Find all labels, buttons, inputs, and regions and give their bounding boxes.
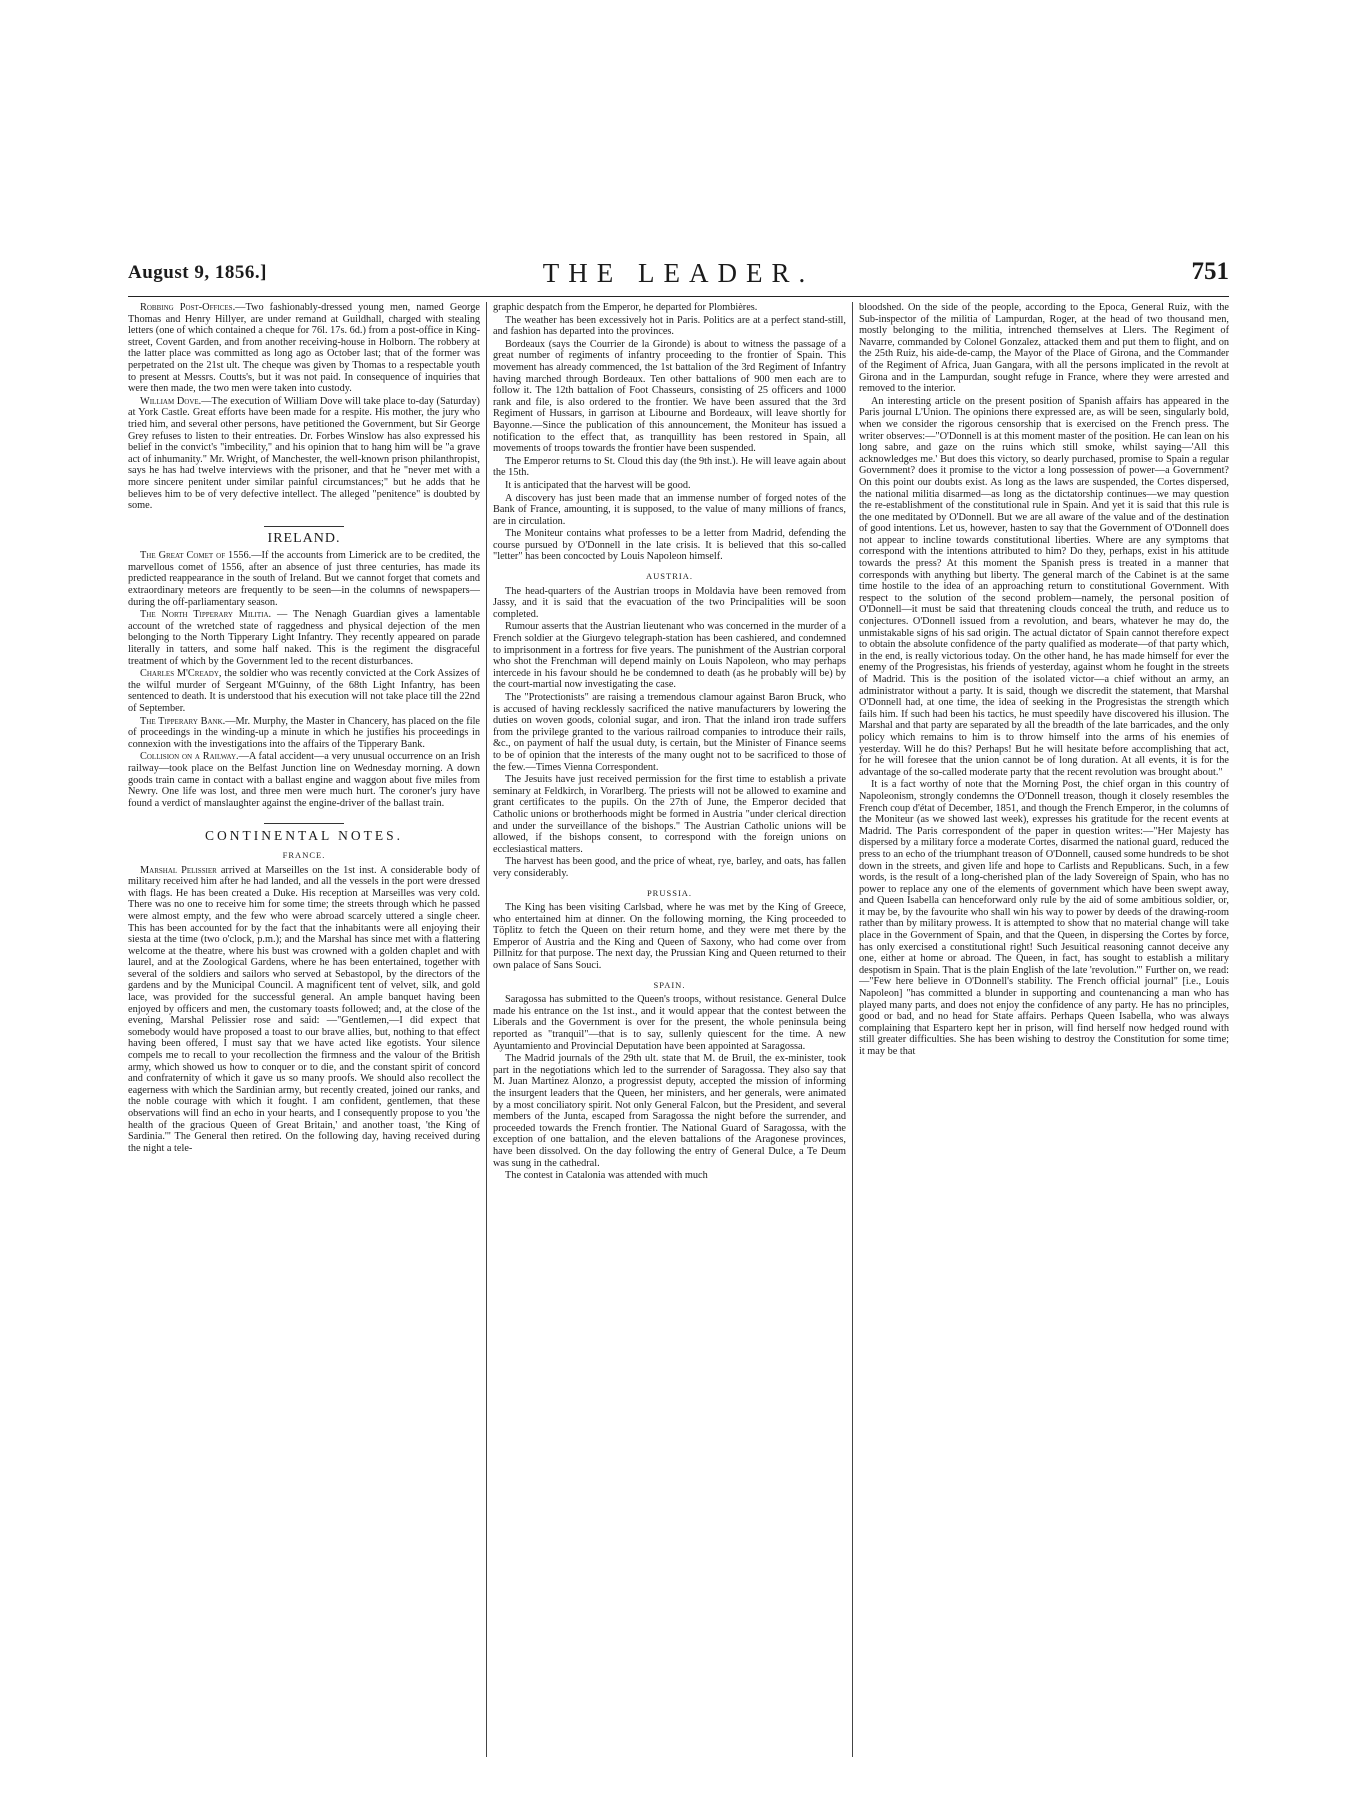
- paragraph: Rumour asserts that the Austrian lieutenant who was concerned in the murder of a French soldier at the Giurgevo telegraph-station has been cashiered, and condemned to imprisonment in a fortress for five years. The punishment of the Austrian corporal who shot the Frenchman will depend mainly on Louis Napoleon, who may perhaps intercede in his favour should he be condemned to death (as he probably will be) by the court-martial now investigating the case.: [493, 621, 846, 691]
- newspaper-title: THE LEADER.: [542, 258, 815, 288]
- article-tipperary-bank: [128, 716, 480, 751]
- section-title: CONTINENTAL NOTES.: [205, 828, 403, 844]
- masthead-rule: [128, 296, 1229, 297]
- paragraph: The Madrid journals of the 29th ult. state that M. de Bruil, the ex-minister, took part in the negotiations which led to the surrender of Saragossa. They also say that M. Juan Martinez Alonzo, a progressist deputy, accepted the mission of informing the insurgent leaders that the Queen, her ministers, and her generals, were animated by a most conciliatory spirit. Not only General Falcon, but the President, and several members of the Junta, escaped from Saragossa the night before the surrender, and proceeded towards the French frontier. The National Guard of Saragossa, with the exception of one battalion, and the eleven battalions of the Aragonese provinces, have been dissolved. On the day following the entry of General Dulce, a Te Deum was sung in the cathedral.: [493, 1053, 846, 1169]
- paragraph: bloodshed. On the side of the people, according to the Epoca, General Ruiz, with the Sub-inspector of the militia of Lampurdan, Roger, at the head of two thousand men, mostly belonging to the militia, intrenched themselves at Llers. The Regiment of Navarre, commanded by Colonel Gonzalez, attacked them and put them to flight, and on the 25th Ruiz, his aide-de-camp, the Mayor of the Place of Girona, and the Commander of the Regiment of Africa, Juan Gangara, with all the persons implicated in the revolt at Girona and in the Lampurdan, sought refuge in France, where they were arrested and removed to the interior.: [859, 302, 1229, 395]
- paragraph: Bordeaux (says the Courrier de la Gironde) is about to witness the passage of a great number of regiments of infantry proceeding to the frontier of Spain. This movement has already commenced, the 1st battalion of the 3rd Regiment of Infantry having marched through Bordeaux. Ten other battalions of 900 men each are to follow it. The 12th battalion of Foot Chasseurs, consisting of 25 officers and 1000 rank and file, is also ordered to the frontier. We have been assured that the 3rd Regiment of Hussars, in garrison at Libourne and Bordeaux, will leave shortly for Bayonne.—Since the publication of this announcement, the Moniteur has issued a notification to the effect that, as tranquillity has been restored in Spain, all movements of troops towards the frontier have been suspended.: [493, 338, 846, 455]
- paragraph: The contest in Catalonia was attended with much: [505, 1170, 708, 1182]
- paragraph: The weather has been excessively hot in Paris. Politics are at a perfect stand-still, and fashion has departed into the provinces.: [493, 314, 846, 338]
- paragraph: The head-quarters of the Austrian troops in Moldavia have been removed from Jassy, and it is said that the evacuation of the two Principalities will be soon completed.: [493, 585, 846, 620]
- paragraph: An interesting article on the present position of Spanish affairs has appeared in the Paris journal L'Union. The opinions there expressed are, as will be seen, singularly bold, when we consider the rigorous censorship that is exercised on the French press. The writer observes:—"O'Donnell is at this moment master of the position. He can lean on his long sabre, and gaze on the ruins which still smoke, whilst saying—'All this acknowledges me.' But does this victory, so dearly purchased, promise to Spain a regular Government? does it promise to the victor a long possession of power—a Government? On this point our doubts exist. As long as the laws are suspended, the Cortes dispersed, the national militia disarmed—as long as the dictatorship continues—we may question the re-establishment of the constitutional rule in Spain. And yet it is said that this rule is the one meditated by O'Donnell. But we are all aware of the value and of the destination of good intentions. Let us, however, hasten to say that the Government of O'Donnell does not appear to incline towards constitutional liberties. Where are any symptoms that correspond with the intentions attributed to him? Do they, perhaps, exist in his attitude towards the press? At this moment the Spanish press is treated in a manner that corresponds with anything but liberty. The general march of the Cabinet is at the same time hostile to the idea of an approaching return to constitutional Government. With respect to the solution of the second problem—namely, the personal position of O'Donnell—it must be said that threatening clouds conceal the truth, and reduce us to conjectures. O'Donnell issued from a revolution, and bears, whatever he may do, the unmistakable signs of his sad origin. The actual dictator of Spain cannot therefore expect to obtain the absolute confidence of the party qualified as moderate—of that party which, in the end, is really victorious today. On the other hand, he has made himself for ever the enemy of the Progresistas, his friends of yesterday, against whom he fought in the streets of Madrid. This is the position of the isolated victor—a chief without an army, an administrator without a party. It is said, though we discredit the statement, that Marshal O'Donnell had, at one time, the idea of seeking in the Progresistas the strength which fails him. If such had been his tactics, he must speedily have discovered his illusion. The Marshal and that party are separated by all the breadth of the late barricades, and the only policy which remains to him is to throw himself into the arms of his enemies of yesterday. Will he do this? Perhaps! But he will hesitate before accomplishing that act, for he will foresee that the union cannot be of long duration. At all events, it is for the advantage of the so-called moderate party that the recent revolution was brought about.": [859, 395, 1229, 778]
- article-william-dove: [128, 396, 480, 512]
- subheading-spain: SPAIN.: [653, 979, 686, 990]
- paragraph: The harvest has been good, and the price of wheat, rye, barley, and oats, has fallen very considerably.: [493, 856, 846, 879]
- run-in-heading: The Tipperary Bank.: [140, 715, 226, 727]
- article-railway-collision: [128, 751, 480, 809]
- subheading-austria: AUSTRIA.: [646, 571, 693, 582]
- subheading-prussia: PRUSSIA.: [646, 887, 693, 898]
- column-divider: [486, 302, 487, 1757]
- run-in-heading: The North Tipperary Militia.: [140, 609, 272, 621]
- subheading-france: FRANCE.: [282, 849, 326, 860]
- column-divider: [852, 302, 853, 1757]
- section-heading-ireland: [128, 526, 480, 545]
- paragraph: A discovery has just been made that an immense number of forged notes of the Bank of France, amounting, it is supposed, to the value of many millions of francs, are in circulation.: [493, 492, 846, 527]
- page-number: 751: [1191, 258, 1229, 285]
- article-body: the soldier who was recently convicted at the Cork Assizes of the wilful murder of Sergeant M'Guinny, of the 68th Light Infantry, has been sentenced to death. It is understood that his execution will not take place till the 22nd of September.: [128, 668, 480, 714]
- run-in-heading: Charles M'Cready,: [140, 668, 222, 680]
- article-body: — The Nenagh Guardian gives a lamentable account of the wretched state of raggedness and physical dejection of the men belonging to the North Tipperary Light Infantry. They recently appeared on parade literally in tatters, and some half naked. This is the regiment the disgraceful treatment of which by the Government led to the recent disturbances.: [128, 609, 480, 667]
- paragraph: The Emperor returns to St. Cloud this day (the 9th inst.). He will leave again about the 15th.: [493, 455, 846, 479]
- section-title: IRELAND.: [267, 530, 341, 546]
- masthead: [128, 256, 1229, 296]
- paragraph: The King has been visiting Carlsbad, where he was met by the King of Greece, who entertained him at dinner. On the following morning, the King proceeded to Töplitz to fetch the Queen on their return home, and they were met there by the Emperor of Austria and the King and Queen of Saxony, who had come over from Pillnitz for that purpose. The next day, the Prussian King and Queen returned to their own palace of Sans Souci.: [493, 902, 846, 972]
- article-body: —A fatal accident—a very unusual occurrence on an Irish railway—took place on the Belfast Junction line on Wednesday morning. A down goods train came in contact with a ballast engine and waggon about five miles from Newry. One life was lost, and three men were much hurt. The coroner's jury have found a verdict of manslaughter against the engine-driver of the ballast train.: [128, 751, 480, 809]
- paragraph: It is a fact worthy of note that the Morning Post, the chief organ in this country of Napoleonism, strongly condemns the O'Donnell treason, though it closely resembles the French coup d'état of December, 1851, and though the French Emperor, in the columns of the Moniteur (as we showed last week), expresses his gratitude for the recent events at Madrid. The Paris correspondent of the paper in question writes:—"Her Majesty has dispersed by a military force a moderate Cortes, disarmed the national guard, reduced the press to an echo of the triumphant treason of O'Donnell, caused some hundreds to be shot down in the streets, and given life and hope to Carlists and Republicans. Such, in a few words, is the result of a long-cherished plan of the lady Sovereign of Spain, who has no power to replace any one of the elements of government which have been swept away, and Queen Isabella can henceforward only rule by the aid of some ambitious soldier, or, it may be, by the favourite who shall win his way to power by deeds of the drawing-room rather than by military prowess. It is attempted to show that no material change will take place in the Government of Spain, and that the Queen, in dispersing the Cortes by force, has only exercised a constitutional right! Such Jesuitical reasoning cannot deceive any one, either at home or abroad. The Queen, in fact, has sought to establish a military despotism in Spain. That is the plain English of the late 'revolution.'" Further on, we read:—"Few here believe in O'Donnell's stability. The French official journal" [i.e., Louis Napoleon] "has committed a blunder in supporting and countenancing a man who has played many parts, and does not enjoy the confidence of any party. He has no principles, good or bad, and no head for State affairs. Perhaps Queen Isabella, who was always complaining that Espartero kept her in prison, will find herself now hedged round with still greater difficulties. She has been wishing to destroy the Constitution for some time; it may be that: [859, 779, 1229, 1057]
- article-great-comet: [128, 550, 480, 608]
- article-body: arrived at Marseilles on the 1st inst. A considerable body of military received him after he had landed, and all the vessels in the port were dressed with flags. He has been created a Duke. His reception at Marseilles was very cold. There was no one to receive him for some time; the streets through which he passed were almost empty, and the few who were abroad scarcely uttered a single cheer. This has been accounted for by the fact that the inhabitants were all enjoying their siesta at the time (two o'clock, p.m.); and the Marshal has since met with a flattering welcome at the theatre, where his bust was crowned with a golden chaplet and with laurel, and at the Zoological Gardens, where he has been entertained, together with several of the soldiers and sailors who served at Sebastopol, by the directors of the gardens and by the Municipal Council. A magnificent tent of velvet, silk, and gold lace, was provided for the successful general. An ample banquet having been enjoyed by officers and men, the customary toasts followed; and, at the close of the evening, Marshal Pelissier rose and said: —"Gentlemen,—I did expect that somebody would have proposed a toast to our brave allies, but, nothing to that effect having been offered, I must say that we have acted like egotists. Your silence compels me to recall to your recollection the firmness and the valour of the British army, which showed us how to conquer or to die, and the constant spirit of concord and confraternity of which it gave us so many proofs. We should also recollect the eagerness with which the Sardinian army, but recently created, joined our ranks, and the noble courage with which it fought. I am confident, gentlemen, that these observations will find an echo in your hearts, and I consequently propose to you 'the health of the gracious Queen of Great Britain,' and another toast, 'the King of Sardinia.'" The General then retired. On the following day, having received during the night a tele-: [128, 864, 480, 1154]
- article-body: —If the accounts from Limerick are to be credited, the marvellous comet of 1556, after an absence of just three centuries, has made its predicted reappearance in the south of Ireland. But we cannot forget that comets and extraordinary meteors are frequently to be seen—in the columns of newspapers—during the off-parliamentary season.: [128, 550, 480, 608]
- run-in-heading: William Dove.: [140, 395, 202, 407]
- column-1: [128, 302, 480, 1762]
- article-robbing-post-offices: [128, 302, 480, 395]
- article-mccready: [128, 668, 480, 714]
- paragraph: It is anticipated that the harvest will be good.: [505, 479, 691, 491]
- paragraph: graphic despatch from the Emperor, he departed for Plombières.: [493, 302, 758, 313]
- column-3: [859, 302, 1229, 1762]
- article-body: —Two fashionably-dressed young men, named George Thomas and Henry Hillyer, are under remand at Guildhall, charged with stealing letters (one of which contained a cheque for 76l. 17s. 6d.) from a post-office in King-street, Covent Garden, and from another receiving-house in Holborn. The robbery at the latter place was committed as long ago as October last; that of the former was perpetrated on the 21st ult. The cheque was given by Thomas to a respectable youth to present at Messrs. Coutts's, but it was not paid. In consequence of inquiries that were then made, the two men were taken into custody.: [128, 302, 480, 395]
- issue-date: August 9, 1856.]: [128, 262, 267, 283]
- run-in-heading: The Great Comet of 1556.: [140, 550, 252, 562]
- article-marshal-pelissier: [128, 865, 480, 1155]
- run-in-heading: Marshal Pelissier: [140, 864, 217, 876]
- column-2: [493, 302, 846, 1762]
- paragraph: The Jesuits have just received permission for the first time to establish a private seminary at Feldkirch, in Vorarlberg. The priests will not be allowed to examine and grant certificates to the pupils. On the 27th of June, the Emperor decided that Catholic unions or brotherhoods might be formed in Austria "under clerical direction and under the surveillance of the bishops." The Austrian Catholic unions will be allowed, if the bishops consent, to correspond with the foreign unions on ecclesiastical matters.: [493, 774, 846, 855]
- paragraph: The Moniteur contains what professes to be a letter from Madrid, defending the course pursued by O'Donnell in the late crisis. It is believed that this so-called "letter" has been concocted by Louis Napoleon himself.: [493, 528, 846, 563]
- article-body: —The execution of William Dove will take place to-day (Saturday) at York Castle. Great efforts have been made for a respite. His mother, the jury who tried him, and several other persons, have petitioned the Government, but Sir George Grey refuses to listen to their entreaties. Dr. Forbes Winslow has also expressed his belief in the convict's "imbecility," and his opinion that to hang him will be "a grave act of inhumanity." Mr. Wright, of Manchester, the well-known prison philanthropist, says he has had twelve interviews with the prisoner, and that he "never met with a more sincere penitent under similar painful circumstances;" but he adds that he believes him to be of very defective intellect. The alleged "penitence" is doubted by some.: [128, 395, 480, 512]
- article-tipperary-militia: [128, 609, 480, 667]
- run-in-heading: Collision on a Railway.: [140, 751, 239, 763]
- run-in-heading: Robbing Post-Offices.: [140, 302, 236, 313]
- section-heading-continental: [128, 823, 480, 842]
- paragraph: Saragossa has submitted to the Queen's troops, without resistance. General Dulce made his entrance on the 1st inst., and it would appear that the contest between the Liberals and the Government is over for the present, the whole peninsula being reported as "tranquil"—that is to say, sullenly quiescent for the time. A new Ayuntamiento and Provincial Deputation have been appointed at Saragossa.: [493, 994, 846, 1052]
- article-body: —Mr. Murphy, the Master in Chancery, has placed on the file of proceedings in the winding-up a minute in which he justifies his proceedings in connexion with the investigations into the affairs of the Tipperary Bank.: [128, 715, 480, 750]
- paragraph: The "Protectionists" are raising a tremendous clamour against Baron Bruck, who is accused of having recklessly sacrificed the native manufacturers by lowering the duties on woven goods, colonial sugar, and iron. That the inland iron trade suffers from the privilege granted to the various railroad companies to introduce their rails, &c., on payment of half the usual duty, is certain, but the Minister of Finance seems to be of opinion that the interests of the many ought not to be sacrificed to those of the few.—Times Vienna Correspondent.: [493, 692, 846, 773]
